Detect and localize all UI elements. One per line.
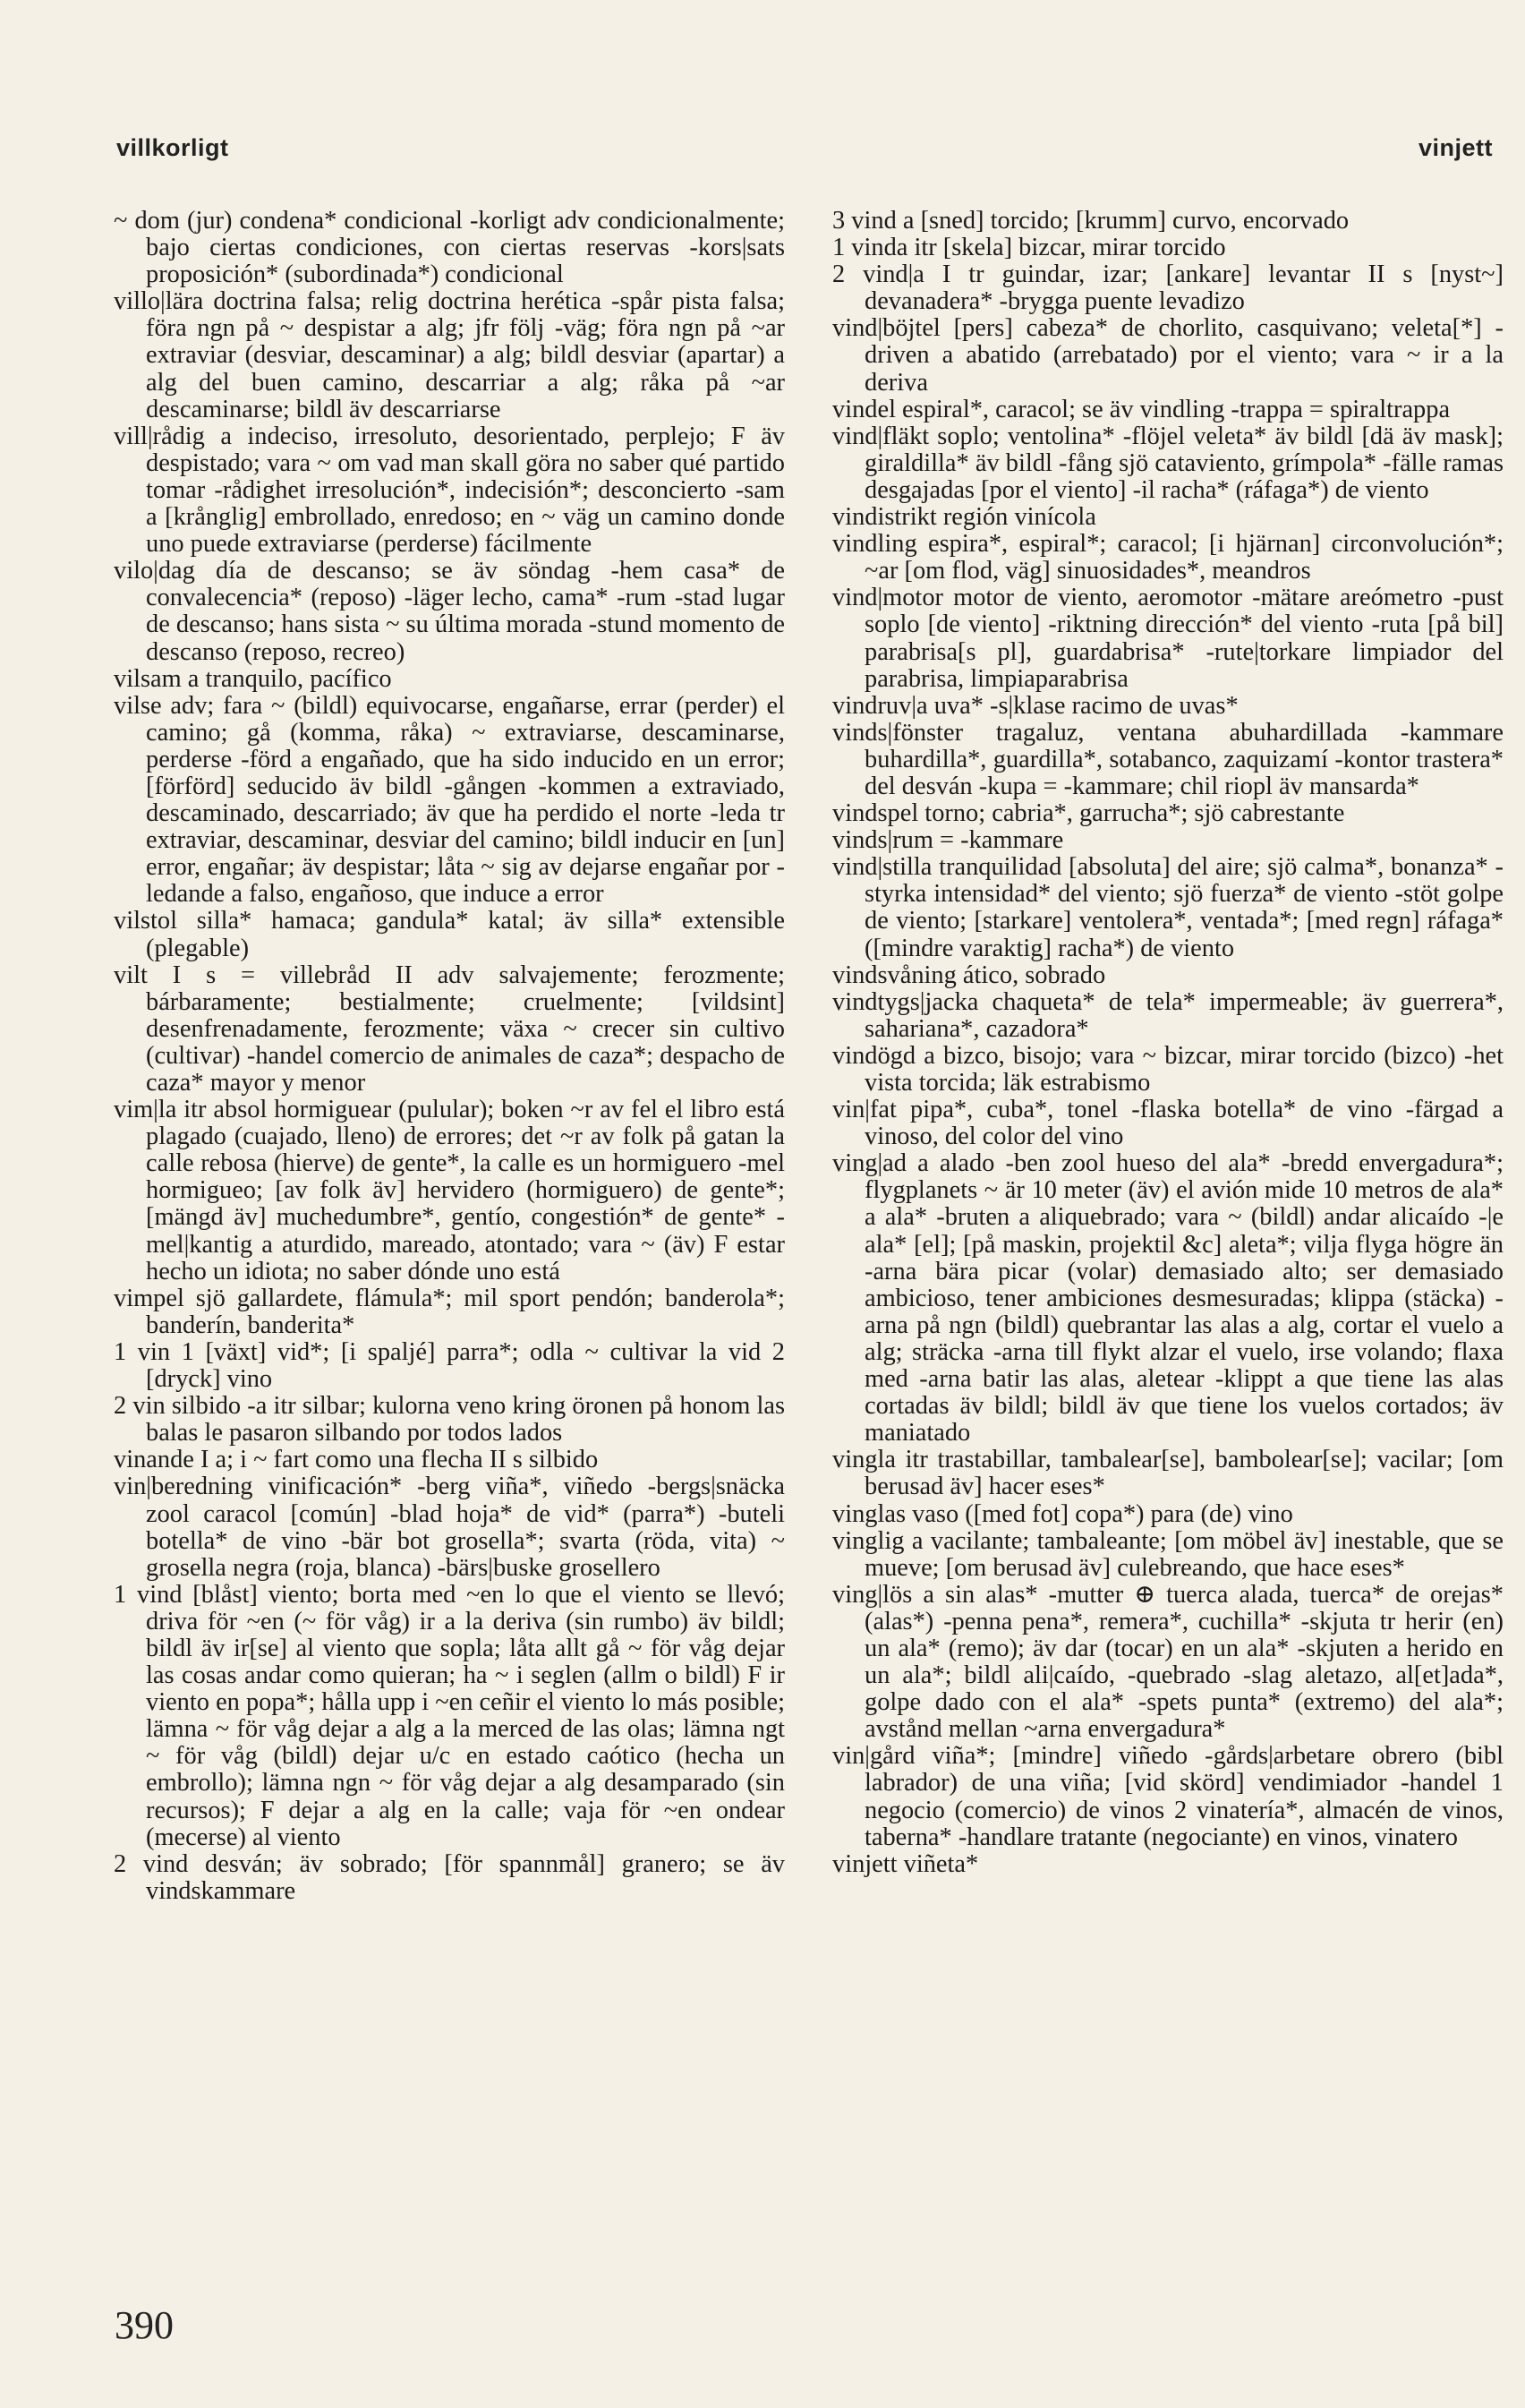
dictionary-entry: 3 vind a [sned] torcido; [krumm] curvo, encorvado: [832, 207, 1350, 235]
dictionary-entry: vilsam a tranquilo, pacífico: [114, 664, 392, 693]
dictionary-entry: 1 vin 1 [växt] vid*; [i spaljé] parra*; odla ~ cultivar la vid 2 [dryck] vino: [114, 1337, 785, 1394]
dictionary-entry: ving|ad a alado -ben zool hueso del ala* -bredd envergadura*; flygplanets ~ är 10 meter (äv) el avión mide 10 metros de ala* a ala* -bruten a aliquebrado; vara ~ (bildl) andar alicaído -|e ala* [el]; [på maskin, projektil &c] aleta*; vilja flyga högre än -arna bära picar (volar) demasiado alto; ser demasiado ambicioso, tener ambiciones desmesuradas; klippa (stäcka) -arna på ngn (bildl) quebrantar las alas a alg, cortar el vuelo a alg; sträcka -arna till flykt alzar el vuelo, irse volando; flaxa med -arna batir las alas, aletear -klippt a que tiene las alas cortadas äv bildl; bildl äv que tiene los vuelos cortados; äv maniatado: [832, 1149, 1504, 1447]
dictionary-entry: vill|rådig a indeciso, irresoluto, desorientado, perplejo; F äv despistado; vara ~ om vad man skall göra no saber qué partido tomar -rådighet irresolución*, indecisión*; desconcierto -sam a [krånglig] embrollado, enredoso; en ~ väg un camino donde uno puede extraviarse (perderse) fácilmente: [114, 422, 785, 559]
dictionary-entry: vin|gård viña*; [mindre] viñedo -gårds|arbetare obrero (bibl labrador) de una viña; [vid skörd] vendimiador -handel 1 negocio (comercio) de vinos 2 vinatería*, almacén de vinos, taberna* -handlare tratante (negociante) en vinos, vinatero: [832, 1742, 1504, 1851]
dictionary-entry: vilo|dag día de descanso; se äv söndag -hem casa* de convalecencia* (reposo) -läger lecho, cama* -rum -stad lugar de descanso; hans sista ~ su última morada -stund momento de descanso (reposo, recreo): [114, 557, 785, 666]
dictionary-entry: 1 vinda itr [skela] bizcar, mirar torcido: [832, 234, 1226, 262]
dictionary-entry: vind|motor motor de viento, aeromotor -mätare areómetro -pust soplo [de viento] -riktning dirección* del viento -ruta [på bil] parabrisa[s pl], guardabrisa* -rute|torkare limpiador del parabrisa, limpiaparabrisa: [832, 584, 1504, 693]
dictionary-entry: ~ dom (jur) condena* condicional -korligt adv condicionalmente; bajo ciertas condiciones, con ciertas reservas -kors|sats proposición* (subordinada*) condicional: [114, 207, 785, 289]
dictionary-entry: vindsvåning ático, sobrado: [832, 961, 1106, 989]
dictionary-entry: vilstol silla* hamaca; gandula* katal; äv silla* extensible (plegable): [114, 907, 785, 962]
dictionary-entry: 2 vind desván; äv sobrado; [för spannmål] granero; se äv vindskammare: [114, 1849, 785, 1905]
dictionary-entry: vingla itr trastabillar, tambalear[se], bambolear[se]; vacilar; [om berusad äv] hacer eses*: [832, 1446, 1504, 1501]
dictionary-entry: 2 vin silbido -a itr silbar; kulorna veno kring öronen på honom las balas le pasaron silbando por todos lados: [114, 1392, 785, 1447]
dictionary-entry: vimpel sjö gallardete, flámula*; mil sport pendón; banderola*; banderín, banderita*: [114, 1284, 785, 1339]
dictionary-entry: vim|la itr absol hormiguear (pulular); boken ~r av fel el libro está plagado (cuajado, lleno) de errores; det ~r av folk på gatan la calle rebosa (hierve) de gente*, la calle es un hormiguero -mel hormigueo; [av folk äv] hervidero (hormiguero) de gente*; [mängd äv] muchedumbre*, gentío, congestión* de gente* -mel|kantig a aturdido, mareado, atontado; vara ~ (äv) F estar hecho un idiota; no saber dónde uno está: [114, 1096, 785, 1285]
dictionary-entry: vilse adv; fara ~ (bildl) equivocarse, engañarse, errar (perder) el camino; gå (komma, råka) ~ extraviarse, descaminarse, perderse -förd a engañado, que ha sido inducido en un error; [förförd] seducido äv bildl -gången -kommen a extraviado, descaminado, descarriado; äv que ha perdido el norte -leda tr extraviar, descaminar, desviar del camino; bildl inducir en [un] error, engañar; äv despistar; låta ~ sig av dejarse engañar por -ledande a falso, engañoso, que induce a error: [114, 691, 785, 909]
running-head-left: villkorligt: [116, 134, 229, 161]
dictionary-entry: vindruv|a uva* -s|klase racimo de uvas*: [832, 691, 1239, 720]
dictionary-entry: vinglas vaso ([med fot] copa*) para (de) vino: [832, 1499, 1293, 1528]
left-column: [114, 208, 785, 1905]
dictionary-entry: vindel espiral*, caracol; se äv vindling -trappa = spiraltrappa: [832, 395, 1451, 423]
dictionary-entry: vind|fläkt soplo; ventolina* -flöjel veleta* äv bildl [dä äv mask]; giraldilla* äv bildl -fång sjö cataviento, grímpola* -fälle ramas desgajadas [por el viento] -il racha* (ráfaga*) de viento: [832, 422, 1504, 504]
dictionary-entry: vinjett viñeta*: [832, 1849, 979, 1878]
dictionary-entry: vindspel torno; cabria*, garrucha*; sjö cabrestante: [832, 799, 1345, 828]
running-head-right: vinjett: [1418, 134, 1493, 161]
dictionary-entry: vinds|rum = -kammare: [832, 826, 1064, 855]
dictionary-entry: villo|lära doctrina falsa; relig doctrina herética -spår pista falsa; föra ngn på ~ despistar a alg; jfr följ -väg; föra ngn på ~ar extraviar (desviar, descaminar) a alg; bildl desviar (apartar) a alg del buen camino, descarriar a alg; råka på ~ar descaminarse; bildl äv descarriarse: [114, 287, 785, 423]
dictionary-entry: vilt I s = villebråd II adv salvajemente; ferozmente; bárbaramente; bestialmente; cruelmente; [vildsint] desenfrenadamente, ferozmente; växa ~ crecer sin cultivo (cultivar) -handel comercio de animales de caza*; despacho de caza* mayor y menor: [114, 961, 785, 1097]
dictionary-entry: vinglig a vacilante; tambaleante; [om möbel äv] inestable, que se mueve; [om berusad äv] culebreando, que hace eses*: [832, 1526, 1504, 1582]
dictionary-entry: vinds|fönster tragaluz, ventana abuhardillada -kammare buhardilla*, guardilla*, sotabanco, zaquizamí -kontor trastera* del desván -kupa = -kammare; chil riopl äv mansarda*: [832, 718, 1504, 800]
right-column: [832, 208, 1504, 1878]
dictionary-entry: vin|fat pipa*, cuba*, tonel -flaska botella* de vino -färgad a vinoso, del color del vino: [832, 1096, 1504, 1151]
dictionary-entry: vindling espira*, espiral*; caracol; [i hjärnan] circonvolución*; ~ar [om flod, väg] sinuosidades*, meandros: [832, 530, 1504, 585]
dictionary-entry: vindistrikt región vinícola: [832, 503, 1096, 532]
dictionary-entry: vind|böjtel [pers] cabeza* de chorlito, casquivano; veleta[*] -driven a abatido (arrebatado) por el viento; vara ~ ir a la deriva: [832, 314, 1504, 397]
dictionary-entry: ving|lös a sin alas* -mutter ⊕ tuerca alada, tuerca* de orejas* (alas*) -penna pena*, remera*, cuchilla* -skjuta tr herir (en) un ala* (remo); äv dar (tocar) en un ala* -skjuten a herido en un ala*; bildl ali|caído, -quebrado -slag aletazo, al[et]ada*, golpe dado con el ala* -spets punta* (extremo) del ala*; avstånd mellan ~arna envergadura*: [832, 1580, 1504, 1744]
dictionary-entry: 1 vind [blåst] viento; borta med ~en lo que el viento se llevó; driva för ~en (~ för våg) ir a la deriva (sin rumbo) äv bildl; bildl äv ir[se] al viento que sopla; låta allt gå ~ för våg dejar las cosas andar como quieran; ha ~ i seglen (allm o bildl) F ir viento en popa*; hålla upp i ~en ceñir el viento lo más posible; lämna ~ för våg dejar a alg a la merced de las olas; lämna ngt ~ för våg (bildl) dejar u/c en estado caótico (hecha un embrollo); lämna ngn ~ för våg dejar a alg desamparado (sin recursos); F dejar a alg en la calle; vaja för ~en ondear (mecerse) al viento: [114, 1580, 785, 1851]
dictionary-entry: vind|stilla tranquilidad [absoluta] del aire; sjö calma*, bonanza* -styrka intensidad* del viento; sjö fuerza* de viento -stöt golpe de viento; [starkare] ventolera*, ventada*; [med regn] ráfaga* ([mindre varaktig] racha*) de viento: [832, 853, 1504, 962]
dictionary-entry: vinande I a; i ~ fart como una flecha II s silbido: [114, 1446, 599, 1474]
dictionary-entry: vindtygs|jacka chaqueta* de tela* impermeable; äv guerrera*, sahariana*, cazadora*: [832, 987, 1504, 1043]
page-number: 390: [115, 2303, 174, 2347]
dictionary-entry: 2 vind|a I tr guindar, izar; [ankare] levantar II s [nyst~] devanadera* -brygga puente levadizo: [832, 260, 1504, 316]
dictionary-entry: vindögd a bizco, bisojo; vara ~ bizcar, mirar torcido (bizco) -het vista torcida; läk estrabismo: [832, 1041, 1504, 1097]
dictionary-entry: vin|beredning vinificación* -berg viña*, viñedo -bergs|snäcka zool caracol [común] -blad hoja* de vid* (parra*) -buteli botella* de vino -bär bot grosella*; svarta (röda, vita) ~ grosella negra (roja, blanca) -bärs|buske grosellero: [114, 1473, 785, 1582]
